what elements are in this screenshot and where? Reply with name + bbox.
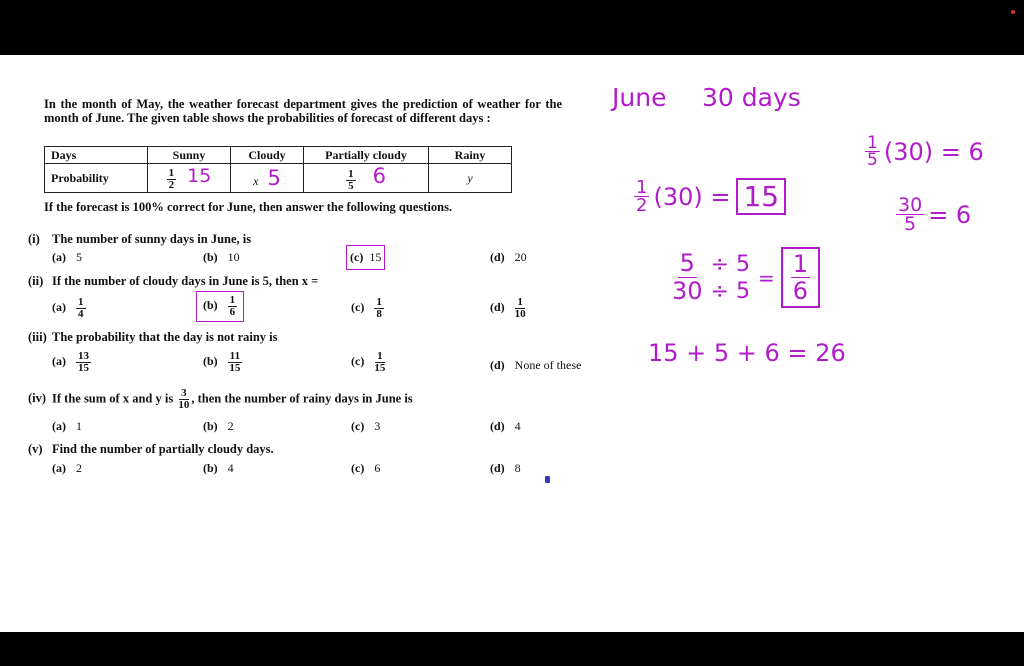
- cell-sunny: [148, 164, 231, 193]
- table-probability-row: [45, 164, 512, 193]
- forecast-table: [44, 146, 512, 193]
- q5-option-b: (b) 4: [203, 461, 234, 475]
- cell-partially-cloudy: [304, 164, 429, 193]
- hw-cloudy-calc: $\frac{5}{30}$ ÷ 5 ÷ 5 = 1 6: [672, 247, 820, 308]
- q2-option-c: (c) $\frac{1}{8}$: [351, 296, 382, 320]
- question-3: (iii) The probability that the day is not rainy is: [28, 330, 278, 344]
- partial-fraction: $\frac{1}{5}$: [348, 167, 354, 192]
- whiteboard-page: [0, 55, 1024, 632]
- q5-option-c: (c) 6: [351, 461, 381, 475]
- q4-option-a: (a) 1: [52, 419, 82, 433]
- row-label-probability: Probability: [45, 164, 148, 193]
- instruction-note: If the forecast is 100% correct for June, then answer the following questions.: [44, 200, 453, 214]
- q3-option-c: (c) $\frac{1}{15}$: [351, 350, 386, 374]
- hw-cloudy-answer-box: 1 6: [781, 247, 820, 308]
- pen-cursor: [545, 476, 550, 483]
- q2-option-b-selected: (b) $\frac{1}{6}$: [196, 291, 244, 322]
- cell-rainy: y: [429, 164, 512, 193]
- sunny-fraction: $\frac{1}{2}$: [168, 166, 175, 191]
- recording-dot: [1011, 10, 1015, 14]
- q2-option-d: (d) $\frac{1}{10}$: [490, 296, 526, 320]
- cloudy-handwritten-note: 5: [267, 166, 281, 190]
- q4-option-c: (c) 3: [351, 419, 381, 433]
- hw-sunny-calc: 1 2 (30) = 15: [634, 178, 786, 215]
- header-rainy: Rainy: [429, 147, 512, 164]
- hw-june: June: [612, 83, 667, 112]
- q3-option-b: (b) $\frac{11}{15}$: [203, 350, 241, 374]
- q4-option-b: (b) 2: [203, 419, 234, 433]
- table-header-row: [45, 147, 512, 164]
- hw-total-days: 15 + 5 + 6 = 26: [648, 339, 846, 367]
- header-sunny: Sunny: [148, 147, 231, 164]
- q1-option-d: (d) 20: [490, 250, 527, 264]
- header-partially-cloudy: Partially cloudy: [304, 147, 429, 164]
- hw-sunny-answer-box: 15: [736, 178, 786, 215]
- question-4: (iv) If the sum of x and y is $\frac{3}{10}$ , then the number of rainy days in June is: [28, 387, 413, 411]
- q5-option-d: (d) 8: [490, 461, 521, 475]
- question-2: (ii) If the number of cloudy days in June is 5, then x =: [28, 274, 319, 288]
- q2-option-a: (a) $\frac{1}{4}$: [52, 296, 84, 320]
- header-days: Days: [45, 147, 148, 164]
- question-1: (i) The number of sunny days in June, is: [28, 232, 252, 246]
- q3-option-a: (a) $\frac{13}{15}$: [52, 350, 89, 374]
- hw-partial-calc: 1 5 (30) = 6: [867, 133, 984, 170]
- q5-option-a: (a) 2: [52, 461, 82, 475]
- q1-option-a: (a) 5: [52, 250, 82, 264]
- partial-handwritten-note: 6: [372, 164, 386, 189]
- q1-option-c-selected: (c) 15: [346, 245, 385, 270]
- cell-cloudy: [231, 164, 304, 193]
- q1-option-b: (b) 10: [203, 250, 240, 264]
- cloudy-variable: x: [253, 174, 259, 188]
- hw-30-days: 30 days: [702, 83, 801, 112]
- q3-option-d: (d) None of these: [490, 358, 582, 372]
- hw-partial-check: $\frac{30}{5}$ = 6: [898, 194, 972, 235]
- sunny-handwritten-note: 15: [187, 165, 212, 188]
- q4-option-d: (d) 4: [490, 419, 521, 433]
- header-cloudy: Cloudy: [231, 147, 304, 164]
- problem-intro: In the month of May, the weather forecast department gives the prediction of weather for the month of June. The given table shows the probabilities of forecast of different days :: [44, 97, 562, 125]
- question-5: (v) Find the number of partially cloudy days.: [28, 442, 274, 456]
